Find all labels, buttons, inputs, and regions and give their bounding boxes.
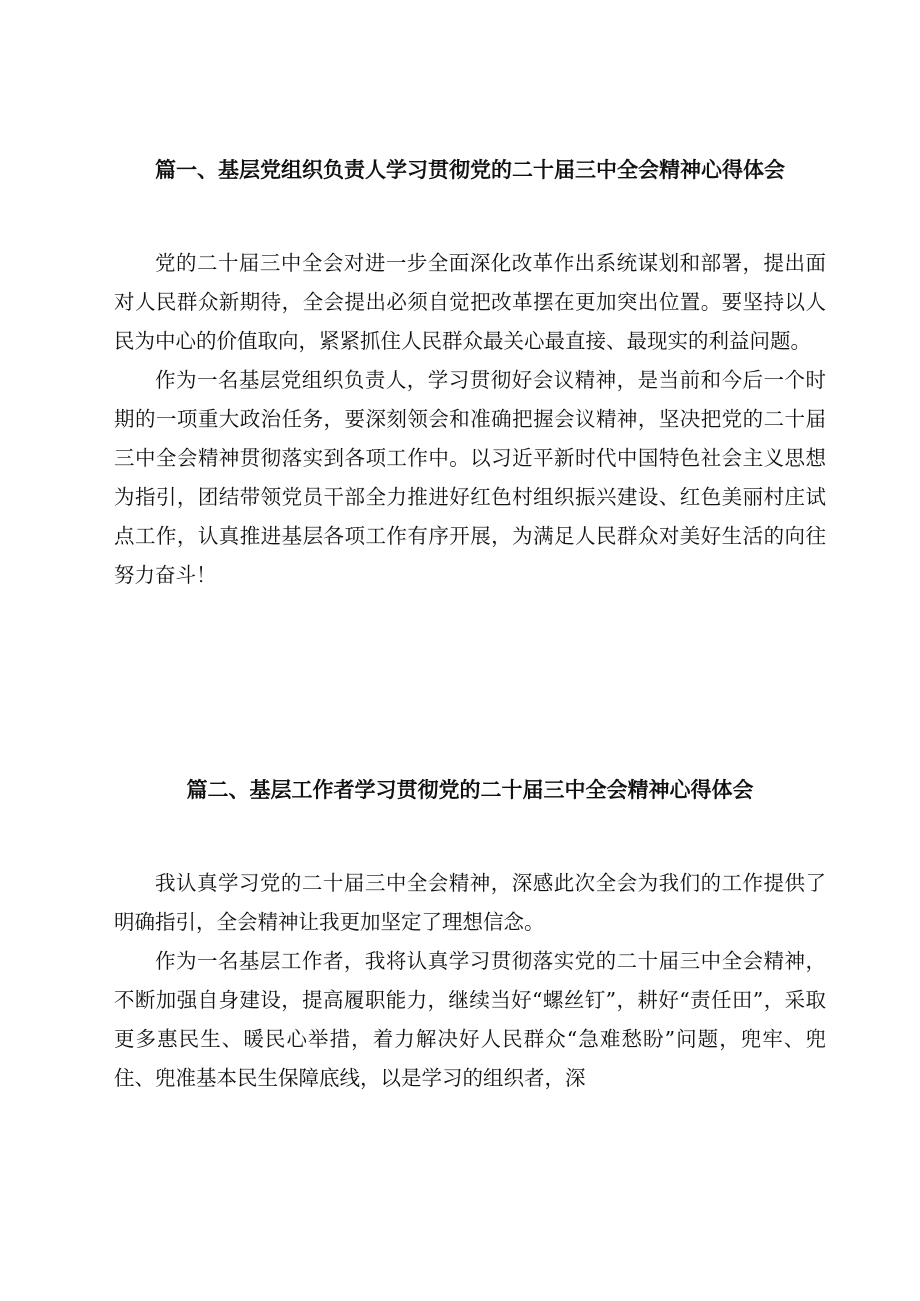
section-1-paragraph-2: 作为一名基层党组织负责人，学习贯彻好会议精神，是当前和今后一个时期的一项重大政治任务，要深刻领会和准确把握会议精神，坚决把党的二十届三中全会精神贯彻落实到各项工作中。以习近平新时代中国特色社会主义思想为指引，团结带领党员干部全力推进好红色村组织振兴建设、红色美丽村庄试点工作，认真推进基层各项工作有序开展，为满足人民群众对美好生活的向往努力奋斗！ bbox=[114, 368, 826, 587]
section-1-title: 篇一、基层党组织负责人学习贯彻党的二十届三中全会精神心得体会 bbox=[155, 158, 785, 182]
section-1-paragraph-1: 党的二十届三中全会对进一步全面深化改革作出系统谋划和部署，提出面对人民群众新期待，全会提出必须自觉把改革摆在更加突出位置。要坚持以人民为中心的价值取向，紧紧抓住人民群众最关心最直接、最现实的利益问题。 bbox=[114, 251, 826, 353]
section-2-paragraph-1: 我认真学习党的二十届三中全会精神，深感此次全会为我们的工作提供了明确指引，全会精神让我更加坚定了理想信念。 bbox=[114, 871, 826, 934]
section-1 bbox=[114, 148, 826, 595]
section-2-paragraph-2: 作为一名基层工作者，我将认真学习贯彻落实党的二十届三中全会精神，不断加强自身建设，提高履职能力，继续当好“螺丝钉”，耕好“责任田”，采取更多惠民生、暖民心举措，着力解决好人民群众“急难愁盼”问题，兜牢、兜住、兜准基本民生保障底线，以是学习的组织者，深 bbox=[114, 949, 826, 1090]
section-2-title: 篇二、基层工作者学习贯彻党的二十届三中全会精神心得体会 bbox=[186, 778, 754, 802]
section-2 bbox=[114, 768, 826, 1098]
